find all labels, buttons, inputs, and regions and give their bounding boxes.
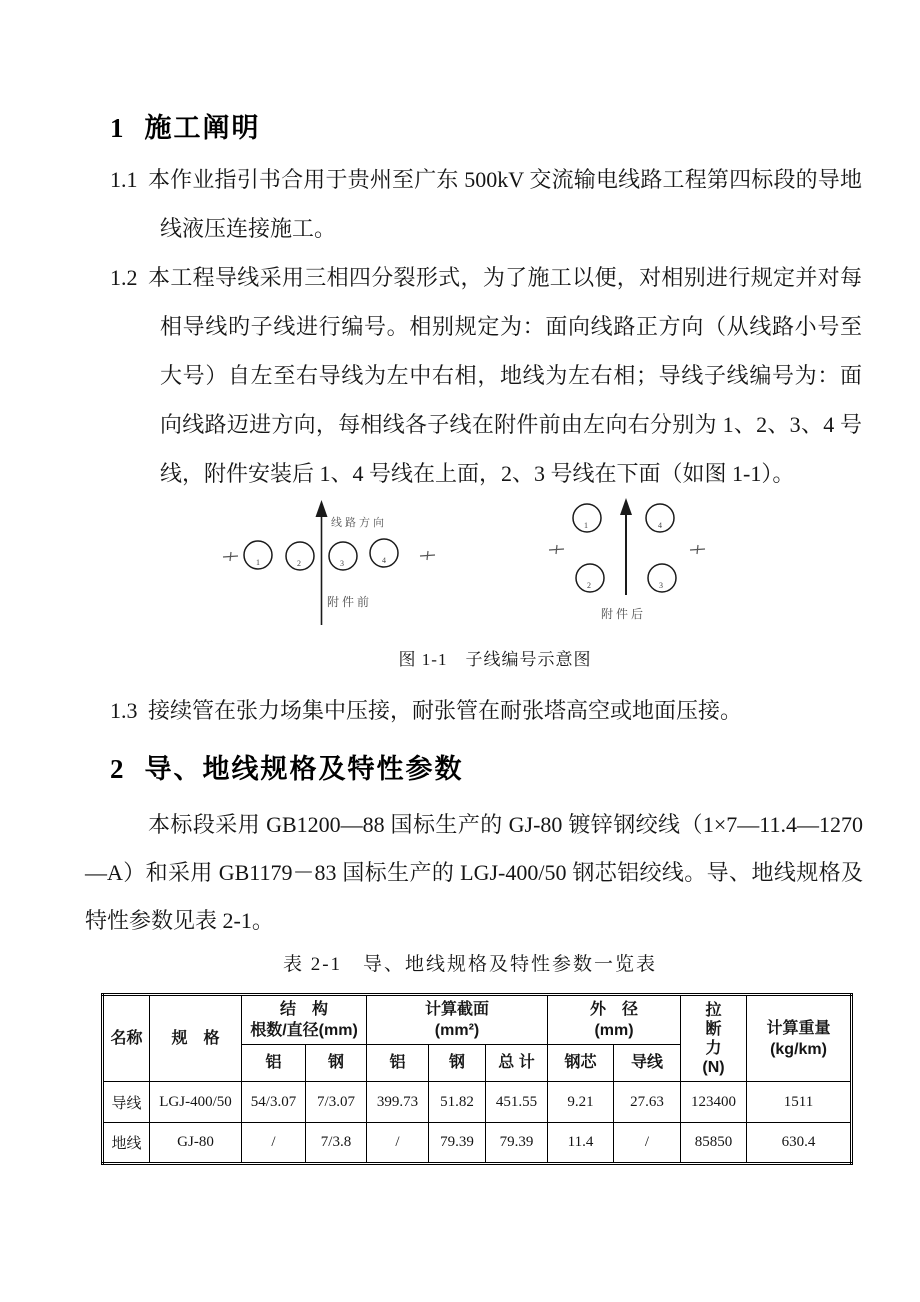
cross-section-subtitle: (mm²) xyxy=(434,1022,480,1039)
cross-section-title: 计算截面 xyxy=(424,1001,489,1018)
cell: 1511 xyxy=(747,1082,852,1123)
subline-number-label: 2 xyxy=(587,581,591,590)
tick-mark-left-before xyxy=(223,552,238,561)
section-2-number: 2 xyxy=(110,754,124,784)
subline-number-label: 2 xyxy=(297,559,301,568)
tick-mark-right-after xyxy=(690,545,705,554)
subcol-section-total: 总 计 xyxy=(486,1045,548,1082)
cell: 导线 xyxy=(103,1082,150,1123)
col-header-weight xyxy=(747,995,852,1082)
after-attachment-label: 附件后 xyxy=(601,607,647,621)
subline-number-label: 4 xyxy=(658,521,662,530)
section-1-heading xyxy=(110,106,261,145)
cell: 79.39 xyxy=(429,1123,486,1164)
subcol-section-steel: 钢 xyxy=(429,1045,486,1082)
tick-mark-left-after xyxy=(549,545,564,554)
item-1-2 xyxy=(110,253,862,498)
breaking-force-char: 拉 xyxy=(705,1001,722,1019)
table-row-ground-wire xyxy=(103,1123,852,1164)
col-header-spec: 规 格 xyxy=(150,995,242,1082)
section-1-number: 1 xyxy=(110,113,124,143)
breaking-force-char: 断 xyxy=(705,1020,722,1038)
col-header-cross-section xyxy=(367,995,548,1045)
tick-mark-right-before xyxy=(420,551,435,560)
col-header-structure xyxy=(242,995,367,1045)
subline-number-label: 1 xyxy=(256,558,260,567)
item-1-1-text: 本作业指引书合用于贵州至广东 500kV 交流输电线路工程第四标段的导地线液压连接施工。 xyxy=(148,167,862,241)
cell: 9.21 xyxy=(548,1082,614,1123)
subcol-diameter-conductor: 导线 xyxy=(614,1045,681,1082)
cell: 630.4 xyxy=(747,1123,852,1164)
section-2-heading xyxy=(110,747,464,786)
cell: 79.39 xyxy=(486,1123,548,1164)
direction-arrow-head-before xyxy=(316,500,328,517)
section-2-title: 导、地线规格及特性参数 xyxy=(144,754,464,784)
subcol-diameter-core: 钢芯 xyxy=(548,1045,614,1082)
item-1-3-number: 1.3 xyxy=(110,698,138,723)
col-header-outer-diameter xyxy=(548,995,681,1045)
cell: 123400 xyxy=(681,1082,747,1123)
section-2-paragraph: 本标段采用 GB1200—88 国标生产的 GJ-80 镀锌钢绞线（1×7—11.4—1270—A）和采用 GB1179－83 国标生产的 LGJ-400/50 钢芯铝绞线。导、地线规格及特性参数见表 2-1。 xyxy=(85,812,863,933)
item-1-3-text: 接续管在张力场集中压接，耐张管在耐张塔高空或地面压接。 xyxy=(148,698,743,723)
cell: 地线 xyxy=(103,1123,150,1164)
cell: / xyxy=(367,1123,429,1164)
cell: 85850 xyxy=(681,1123,747,1164)
subline-number-label: 1 xyxy=(584,521,588,530)
item-1-1-number: 1.1 xyxy=(110,167,138,192)
line-direction-label: 线路方向 xyxy=(331,517,387,529)
cell: 7/3.07 xyxy=(306,1082,367,1123)
cell: LGJ-400/50 xyxy=(150,1082,242,1123)
col-header-name: 名称 xyxy=(103,995,150,1082)
cell: GJ-80 xyxy=(150,1123,242,1164)
cell: 51.82 xyxy=(429,1082,486,1123)
item-1-2-number: 1.2 xyxy=(110,265,138,290)
subcol-structure-al: 铝 xyxy=(242,1045,306,1082)
before-attachment-label: 附件前 xyxy=(327,595,373,609)
item-1-2-text: 本工程导线采用三相四分裂形式，为了施工以便，对相别进行规定并对每相导线旳子线进行编号。相别规定为：面向线路正方向（从线路小号至大号）自左至右导线为左中右相，地线为左右相；导线子线编号为：面向线路迈进方向，每相线各子线在附件前由左向右分别为 1、2、3、4 号线，附件安装后 1、4 号线在上面，2、3 号线在下面（如图 1-1）。 xyxy=(148,265,862,486)
cell: / xyxy=(242,1123,306,1164)
item-1-3 xyxy=(110,686,862,735)
subline-number-label: 3 xyxy=(659,581,663,590)
item-1-1 xyxy=(110,155,862,253)
weight-title: 计算重量 xyxy=(766,1019,831,1037)
table-2-1-caption: 表 2-1 导、地线规格及特性参数一览表 xyxy=(282,954,658,975)
subline-numbering-figure xyxy=(0,492,920,642)
breaking-force-char: 力 xyxy=(705,1039,722,1057)
direction-arrow-head-after xyxy=(620,498,632,515)
table-row-conductor xyxy=(103,1082,852,1123)
breaking-force-unit: (N) xyxy=(702,1058,725,1076)
cell: 399.73 xyxy=(367,1082,429,1123)
weight-unit: (kg/km) xyxy=(770,1040,827,1058)
outer-diameter-subtitle: (mm) xyxy=(594,1022,634,1039)
structure-subtitle: 根数/直径(mm) xyxy=(250,1022,358,1039)
section-1-title: 施工阐明 xyxy=(144,113,261,143)
structure-title: 结 构 xyxy=(279,1001,328,1018)
cell: / xyxy=(614,1123,681,1164)
figure-1-1-caption: 图 1-1 子线编号示意图 xyxy=(398,650,592,669)
subline-number-label: 4 xyxy=(382,556,386,565)
subcol-section-al: 铝 xyxy=(367,1045,429,1082)
spec-table xyxy=(101,993,853,1165)
cell: 27.63 xyxy=(614,1082,681,1123)
cell: 451.55 xyxy=(486,1082,548,1123)
col-header-breaking-force xyxy=(681,995,747,1082)
cell: 54/3.07 xyxy=(242,1082,306,1123)
subcol-structure-steel: 钢 xyxy=(306,1045,367,1082)
subline-number-label: 3 xyxy=(340,559,344,568)
outer-diameter-title: 外 径 xyxy=(590,1001,639,1018)
cell: 7/3.8 xyxy=(306,1123,367,1164)
cell: 11.4 xyxy=(548,1123,614,1164)
